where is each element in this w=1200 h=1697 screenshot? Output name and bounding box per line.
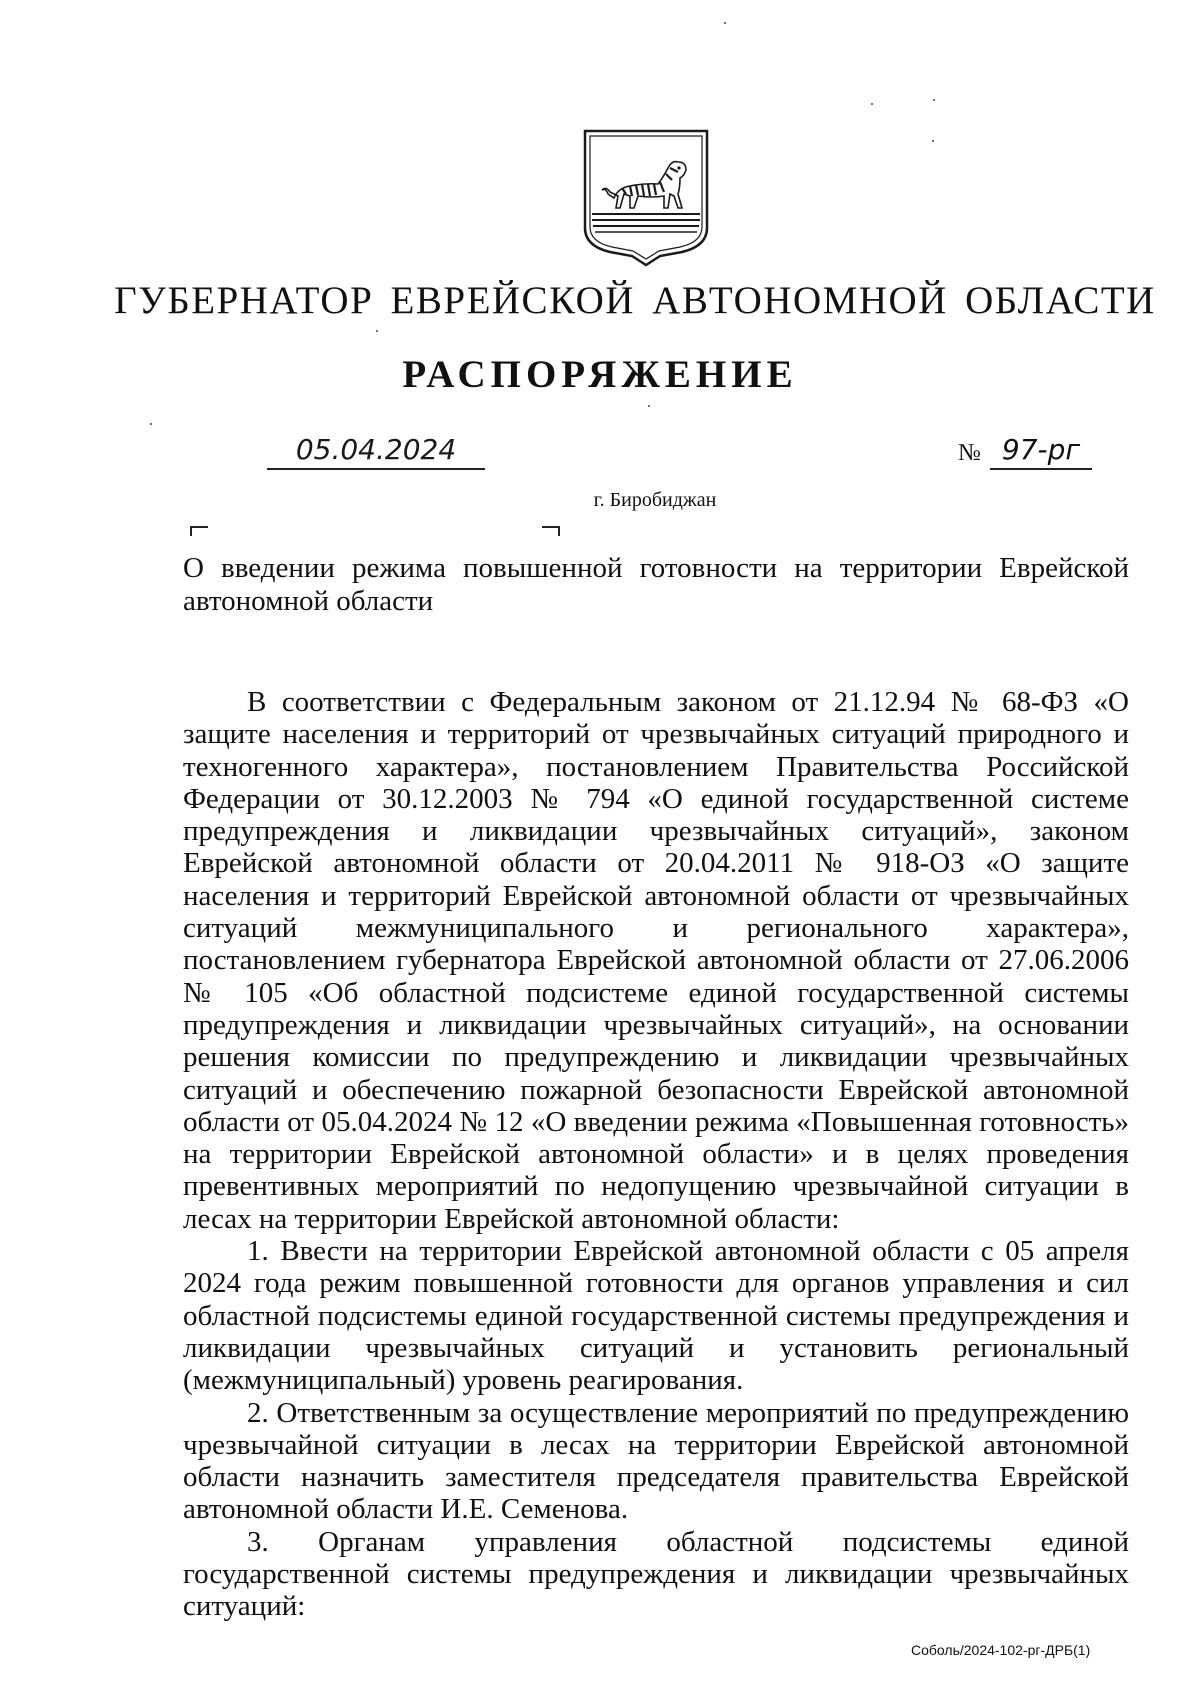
scan-speck bbox=[150, 423, 152, 425]
clause-2-paragraph: 2. Ответственным за осуществление мероприятий по предупреждению чрезвычайной ситуации в лесах на территории Еврейской автономной области назначить заместителя председателя правительства Еврейской автономной области И.Е. Семенова. bbox=[183, 1396, 1129, 1526]
document-subject: О введении режима повышенной готовности на территории Еврейской автономной области bbox=[183, 552, 1129, 617]
document-number: 97-рг bbox=[990, 432, 1092, 470]
scan-speck bbox=[932, 140, 934, 142]
clause-1-paragraph: 1. Ввести на территории Еврейской автономной области с 05 апреля 2024 года режим повышенной готовности для органов управления и сил областной подсистемы единой государственной системы предупреждения и ликвидации чрезвычайных ситуаций и установить региональный (межмуниципальный) уровень реагирования. bbox=[183, 1235, 1129, 1397]
preamble-paragraph: В соответствии с Федеральным законом от 21.12.94 № 68-ФЗ «О защите населения и территорий от чрезвычайных ситуаций природного и техногенного характера», постановлением Правительства Российской Федерации от 30.12.2003 № 794 «О единой государственной системе предупреждения и ликвидации чрезвычайных ситуаций», законом Еврейской автономной области от 20.04.2011 № 918-ОЗ «О защите населения и территорий Еврейской автономной области от чрезвычайных ситуаций межмуниципального и регионального характера», постановлением губернатора Еврейской автономной области от 27.06.2006 № 105 «Об областной подсистеме единой государственной системы предупреждения и ликвидации чрезвычайных ситуаций», на основании решения комиссии по предупреждению и ликвидации чрезвычайных ситуаций и обеспечению пожарной безопасности Еврейской автономной области от 05.04.2024 № 12 «О введении режима «Повышенная готовность» на территории Еврейской автономной области» и в целях проведения превентивных мероприятий по недопущению чрезвычайной ситуации в лесах на территории Еврейской автономной области: bbox=[183, 686, 1129, 1235]
clause-3-paragraph: 3. Органам управления областной подсистемы единой государственной системы предупреждения и ликвидации чрезвычайных ситуаций: bbox=[183, 1525, 1129, 1623]
document-city: г. Биробиджан bbox=[593, 489, 717, 511]
scan-speck bbox=[648, 405, 650, 407]
document-body bbox=[183, 686, 1129, 1623]
document-type: РАСПОРЯЖЕНИЕ bbox=[402, 353, 798, 396]
footer-document-code: Соболь/2024-102-рг-ДРБ(1) bbox=[911, 1642, 1091, 1658]
subject-bracket-left bbox=[190, 526, 208, 536]
scan-speck bbox=[376, 330, 378, 332]
scan-speck bbox=[724, 22, 726, 24]
document-date: 05.04.2024 bbox=[267, 432, 485, 470]
coat-of-arms-tiger-icon bbox=[582, 128, 710, 268]
subject-bracket-right bbox=[542, 526, 560, 536]
scan-speck bbox=[871, 103, 873, 105]
scan-speck bbox=[933, 99, 935, 101]
document-number-label: № bbox=[958, 440, 981, 466]
issuing-authority: ГУБЕРНАТОР ЕВРЕЙСКОЙ АВТОНОМНОЙ ОБЛАСТИ bbox=[114, 279, 1156, 322]
